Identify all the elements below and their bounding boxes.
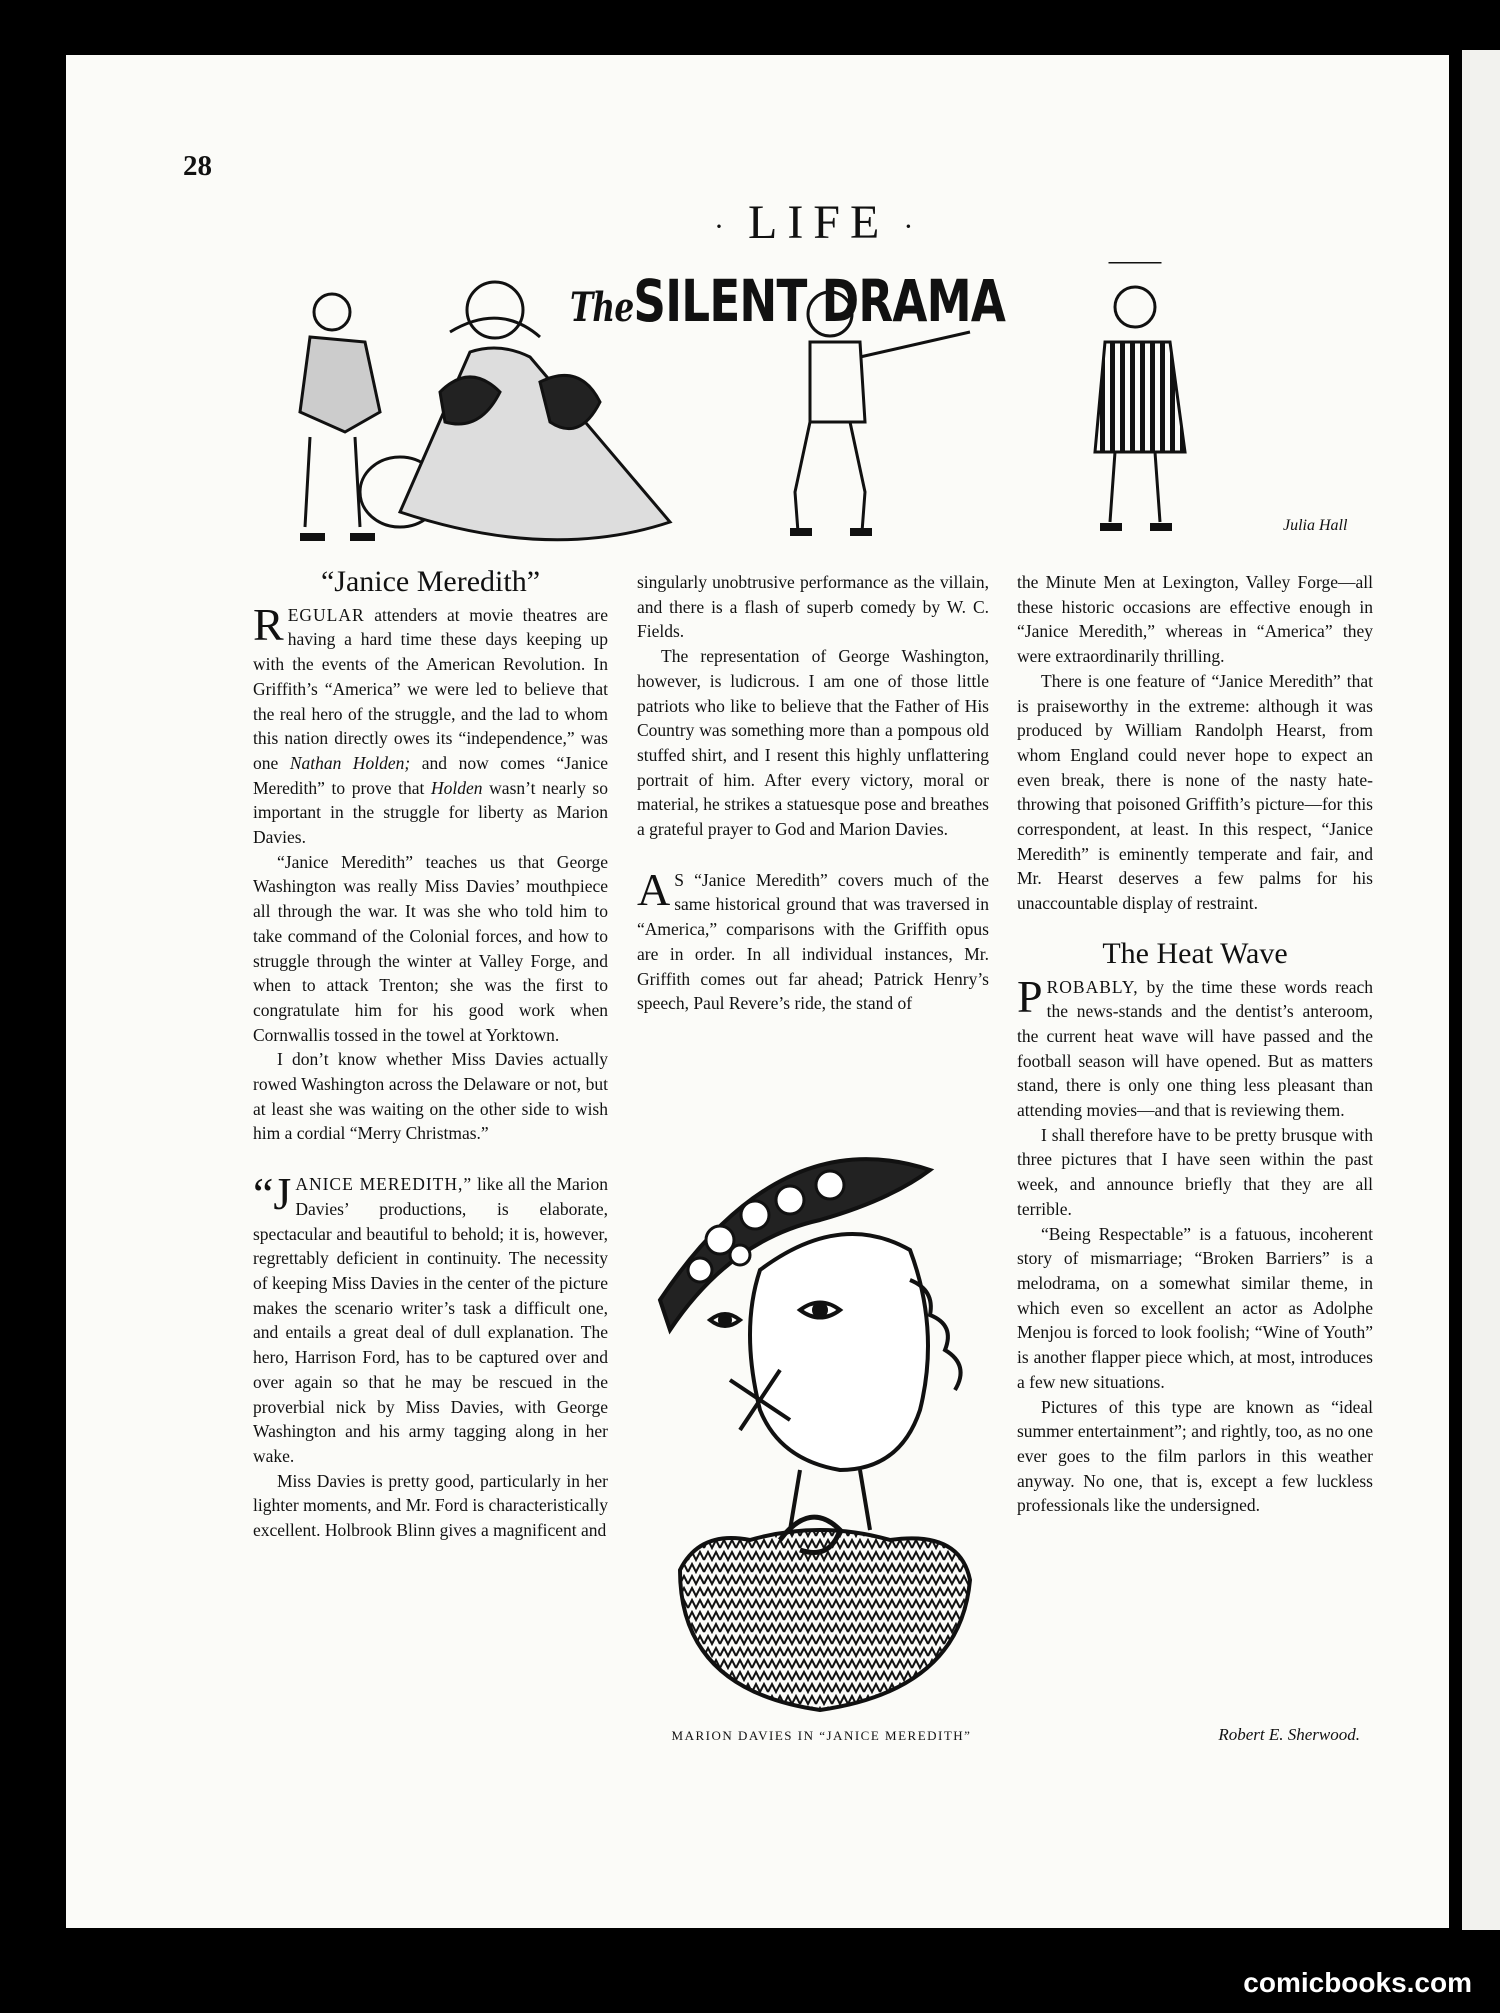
column-3 — [1017, 570, 1373, 1518]
masthead: · LIFE · — [714, 196, 924, 249]
section-title: TheSILENT DRAMA — [570, 267, 1006, 335]
article-title-heat-wave: The Heat Wave — [1102, 936, 1288, 970]
paragraph: I don’t know whether Miss Davies actually rowed Washington across the Delaware or not, but at least she was waiting on the other side to wish him a cordial “Merry Christmas.” — [253, 1049, 608, 1144]
paragraph: “Janice Meredith” teaches us that George Washington was really Miss Davies’ mouthpiece all through the war. It was she who told him to take command of the Colonial forces, and how to struggle through the winter at Valley Forge, and when to attack Trenton; she was the first to congratulate him for his good work when Cornwallis tossed in the towel at Yorktown. — [253, 851, 608, 1045]
paragraph: the Minute Men at Lexington, Valley Forge—all these historic occasions are effective enough in “Janice Meredith,” whereas in “America” they were extraordinarily thrilling. — [1017, 572, 1373, 667]
paragraph: PROBABLY, by the time these words reach the news-stands and the dentist’s anteroom, the current heat wave will have passed and the football season will have opened. But as matters stand, there is only one thing less pleasant than attending movies—and that is reviewing them. — [1017, 970, 1373, 1121]
page-number: 28 — [183, 150, 212, 182]
masthead-title: LIFE — [748, 196, 890, 249]
paragraph: “JANICE MEREDITH,” like all the Marion Davies’ productions, is elaborate, spectacular and beautiful to behold; it is, however, regrettably deficient in continuity. The necessity of keeping Miss Davies in the center of the picture makes the scenario writer’s task a difficult one, and entails a great deal of dull explanation. The hero, Harrison Ford, has to be captured over and over again so that he may be rescued in the proverbial nick by Miss Davies, with George Washington and his army tagging along in her wake. — [253, 1168, 608, 1466]
illustrator-signature: Julia Hall — [1283, 517, 1348, 534]
site-watermark: comicbooks.com — [1243, 1967, 1472, 1998]
paragraph: Miss Davies is pretty good, particularly in her lighter moments, and Mr. Ford is characteristically excellent. Holbrook Blinn gives a magnificent and — [253, 1470, 608, 1541]
paragraph: singularly unobtrusive performance as the villain, and there is a flash of superb comedy by W. C. Fields. — [637, 572, 989, 642]
paragraph: The representation of George Washington, however, is ludicrous. I am one of those little patriots who like to believe that the Father of His Country was something more than a pompous old stuffed shirt, and I resent this highly unflattering portrait of him. After every victory, moral or material, he strikes a statuesque pose and breathes a grateful prayer to God and Marion Davies. — [637, 646, 989, 840]
illustration-caption: MARION DAVIES IN “JANICE MEREDITH” — [671, 1728, 972, 1743]
adjacent-page-edge — [1462, 50, 1500, 1930]
paragraph: REGULAR attenders at movie theatres are having a hard time these days keeping up with the events of the American Revolution. In Griffith’s “America” we were led to believe that the real hero of the struggle, and the lad to whom this nation directly owes its “independence,” was one Nathan Holden; and now comes “Janice Meredith” to prove that Holden wasn’t nearly so important in the struggle for liberty as Marion Davies. — [253, 598, 608, 848]
marion-davies-caricature — [640, 1130, 1000, 1720]
paragraph: “Being Respectable” is a fatuous, incoherent story of mismarriage; “Broken Barriers” is a melodrama, on a somewhat similar theme, in which even so excellent an actor as Adolphe Menjou is forced to look foolish; “Wine of Youth” is another flapper piece which, at most, introduces a few new situations. — [1017, 1223, 1373, 1392]
column-2 — [637, 570, 989, 1016]
paragraph: A S “Janice Meredith” covers much of the same historical ground that was traversed in “America,” comparisons with the Griffith opus are in order. In all individual instances, Mr. Griffith comes out far ahead; Patrick Henry’s speech, Paul Revere’s ride, the stand of — [637, 863, 989, 1014]
paragraph: There is one feature of “Janice Meredith” that is praiseworthy in the extreme: although it was produced by William Randolph Hearst, from whom England could never hope to expect an even break, there is none of the nasty hate-throwing that poisoned Griffith’s picture—for this correspondent, at least. In this respect, “Janice Meredith” is eminently temperate and fair, and Mr. Hearst deserves a few palms for his unaccountable display of restraint. — [1017, 670, 1373, 914]
author-byline: Robert E. Sherwood. — [1218, 1725, 1360, 1744]
article-title-janice-meredith: “Janice Meredith” — [320, 565, 541, 598]
paragraph: I shall therefore have to be pretty brusque with three pictures that I have seen within the past week, and announce briefly that they are all terrible. — [1017, 1124, 1373, 1219]
paragraph: Pictures of this type are known as “ideal summer entertainment”; and rightly, too, as no one ever goes to the film parlors in this weather anyway. No one, that is, except a few luckless professionals like the undersigned. — [1017, 1396, 1373, 1516]
column-1 — [253, 565, 608, 1543]
